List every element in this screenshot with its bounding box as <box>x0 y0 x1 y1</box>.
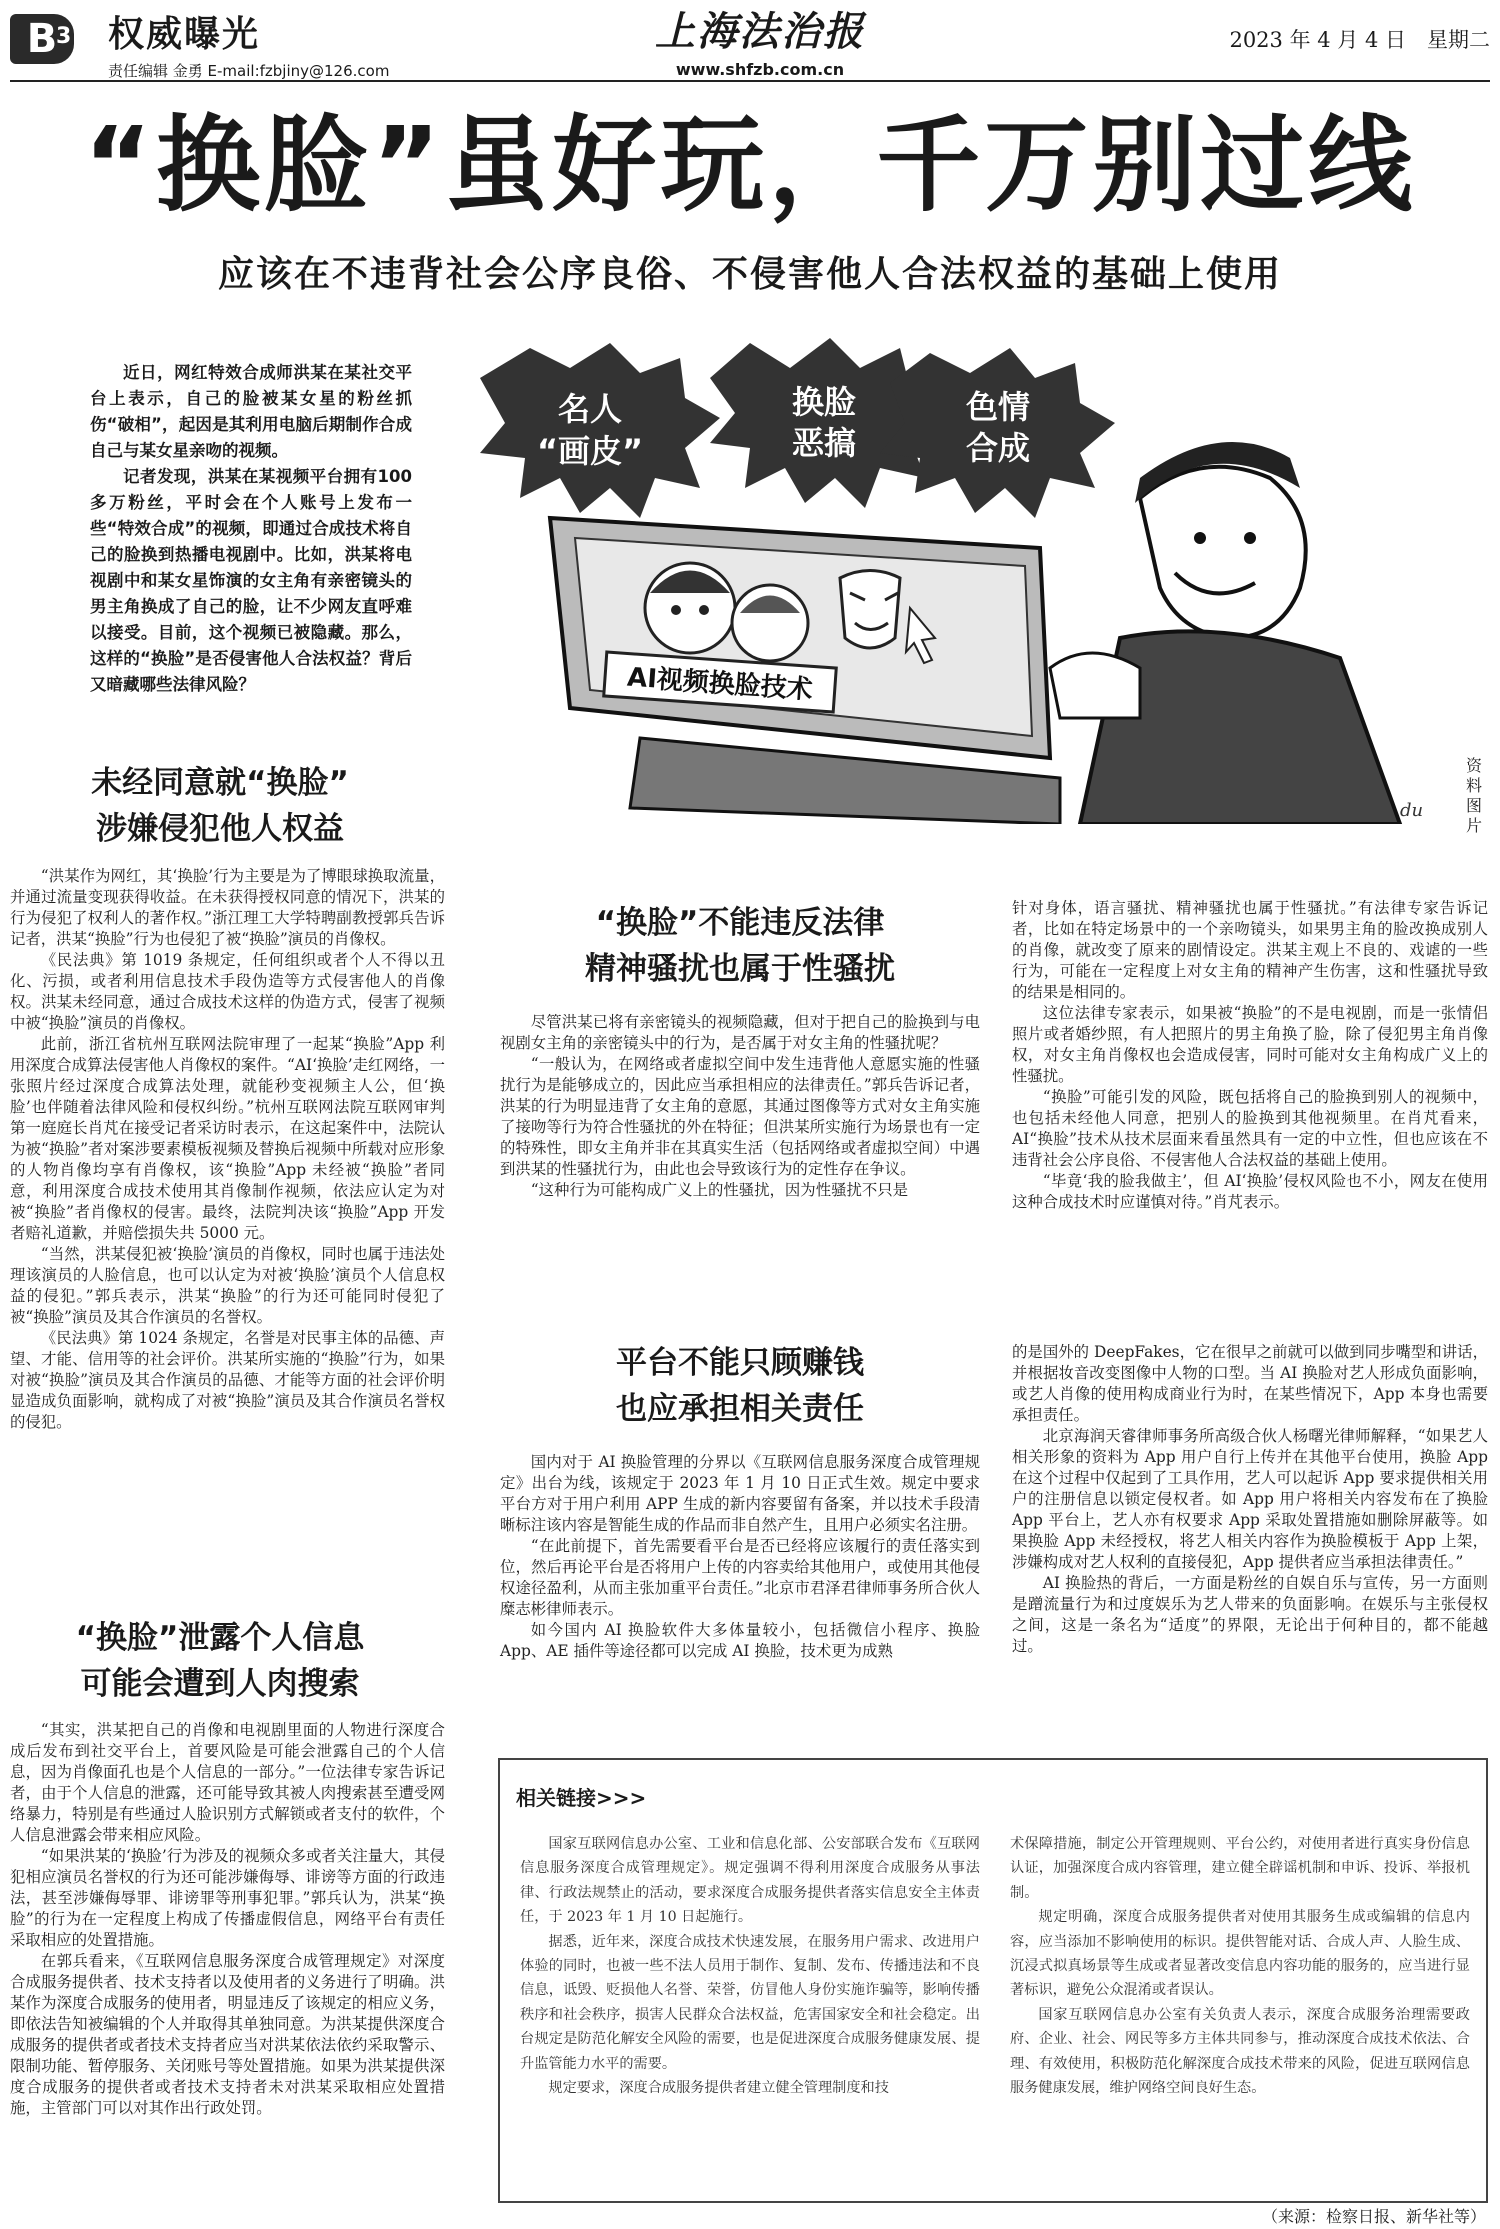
section-1-body <box>10 866 445 1433</box>
paragraph: 据悉，近年来，深度合成技术快速发展，在服务用户需求、改进用户体验的同时，也被一些不法人员用于制作、复制、发布、传播违法和不良信息，诋毁、贬损他人名誉、荣誉，仿冒他人身份实施诈骗等，影响传播秩序和社会秩序，损害人民群众合法权益，危害国家安全和社会稳定。出台规定是防范化解安全风险的需要，也是促进深度合成服务健康发展、提升监管能力水平的需要。 <box>520 1933 980 2072</box>
section-title <box>500 900 980 992</box>
bubble-text: “画皮” <box>536 432 644 470</box>
masthead <box>0 0 1500 80</box>
section-2-body <box>10 1720 445 2119</box>
paragraph: 规定明确，深度合成服务提供者对使用其服务生成或编辑的信息内容，应当添加不影响使用的标识。提供智能对话、合成人声、人脸生成、沉浸式拟真场景等生成或者显著改变信息内容功能的服务的，应当进行显著标识，避免公众混淆或者误认。 <box>1010 1909 1470 1999</box>
paragraph: 规定要求，深度合成服务提供者建立健全管理制度和技 <box>548 2080 889 2097</box>
paragraph: 《民法典》第 1024 条规定，名誉是对民事主体的品德、声望、才能、信用等的社会评价。洪某所实施的“换脸”行为，如果对被“换脸”演员及其合作演员的品德、才能等方面的社会评价明显造成负面影响，就构成了对被“换脸”演员及其合作演员名誉权的侵犯。 <box>10 1329 445 1431</box>
page-badge <box>10 14 96 64</box>
issue-date: 2023 年 4 月 4 日 星期二 <box>1229 28 1490 52</box>
lead-paragraph: 近日，网红特效合成师洪某在某社交平台上表示，自己的脸被某女星的粉丝抓伤“破相”，起因是其利用电脑后期制作合成自己与某女星亲吻的视频。 <box>90 363 412 460</box>
image-caption: 资料图片 <box>1466 756 1483 835</box>
section-title-line: “换脸”不能违反法律 <box>595 905 885 941</box>
paragraph: 术保障措施，制定公开管理规则、平台公约，对使用者进行真实身份信息认证，加强深度合成内容管理，建立健全辟谣机制和申诉、投诉、举报机制。 <box>1010 1836 1470 1901</box>
screen-label: AI视频换脸技术 <box>626 662 814 706</box>
paragraph: “毕竟‘我的脸我做主’，但 AI‘换脸’侵权风险也不小，网友在使用这种合成技术时应谨慎对待。”肖芃表示。 <box>1012 1172 1488 1211</box>
paragraph: 的是国外的 DeepFakes，它在很早之前就可以做到同步嘴型和讲话，并根据妆音改变图像中人物的口型。当 AI 换脸对艺人形成负面影响，或艺人肖像的使用构成商业行为时，在某些情况下，App 本身也需要承担责任。 <box>1012 1343 1488 1424</box>
paragraph: “洪某作为网红，其‘换脸’行为主要是为了博眼球换取流量，并通过流量变现获得收益。在未获得授权同意的情况下，洪某的行为侵犯了权利人的著作权。”浙江理工大学特聘副教授郭兵告诉记者，洪某“换脸”行为也侵犯了被“换脸”演员的肖像权。 <box>10 867 445 948</box>
bubble-text: 色情 <box>965 388 1031 426</box>
paragraph: “换脸”可能引发的风险，既包括将自己的脸换到别人的视频中，也包括未经他人同意，把别人的脸换到其他视频里。在肖芃看来，AI“换脸”技术从技术层面来看虽然具有一定的中立性，但也应该在不违背社会公序良俗、不侵害他人合法权益的基础上使用。 <box>1012 1088 1488 1169</box>
bubble-text: 名人 <box>557 390 623 428</box>
section-title-line: 涉嫌侵犯他人权益 <box>96 811 344 847</box>
paragraph: 尽管洪某已将有亲密镜头的视频隐藏，但对于把自己的脸换到与电视剧女主角的亲密镜头中的行为，是否属于对女主角的性骚扰呢？ <box>500 1013 980 1052</box>
cartoon-illustration <box>440 338 1480 824</box>
paragraph: “如果洪某的‘换脸’行为涉及的视频众多或者关注量大，其侵犯相应演员名誉权的行为还可能涉嫌侮辱、诽谤等方面的行政违法，甚至涉嫌侮辱罪、诽谤罪等刑事犯罪。”郭兵认为，洪某“换脸”的行为在一定程度上构成了传播虚假信息，网络平台有责任采取相应的处置措施。 <box>10 1847 445 1949</box>
paragraph: AI 换脸热的背后，一方面是粉丝的自娱自乐与宣传，另一方面则是蹭流量行为和过度娱乐为艺人带来的负面影响。在娱乐与主张侵权之间，这是一条名为“适度”的界限，无论出于何种目的，都不能越过。 <box>1012 1574 1488 1655</box>
paragraph: “这种行为可能构成广义上的性骚扰，因为性骚扰不只是 <box>530 1181 909 1199</box>
editor-line: 责任编辑 金勇 E-mail:fzbjiny@126.com <box>108 62 390 80</box>
section-name: 权威曝光 <box>108 14 261 55</box>
bubble-text: 换脸 <box>791 383 857 421</box>
bubble-text: 合成 <box>965 429 1031 467</box>
paragraph: 国家互联网信息办公室、工业和信息化部、公安部联合发布《互联网信息服务深度合成管理规定》。规定强调不得利用深度合成服务从事法律、行政法规禁止的活动，要求深度合成服务提供者落实信息安全主体责任，于 2023 年 1 月 10 日起施行。 <box>520 1836 980 1926</box>
page-number: 3 <box>56 24 72 49</box>
page-letter: B <box>10 14 74 64</box>
related-right-column <box>1010 1832 1470 2100</box>
related-links-box <box>498 1758 1488 2203</box>
section-title-line: 平台不能只顾赚钱 <box>616 1345 864 1381</box>
paragraph: 如今国内 AI 换脸软件大多体量较小，包括微信小程序、换脸 App、AE 插件等途径都可以完成 AI 换脸，技术更为成熟 <box>500 1621 980 1660</box>
paragraph: 国家互联网信息办公室有关负责人表示，深度合成服务治理需要政府、企业、社会、网民等多方主体共同参与，推动深度合成技术依法、合理、有效使用，积极防范化解深度合成技术带来的风险，促进互联网信息服务健康发展，维护网络空间良好生态。 <box>1010 2006 1470 2097</box>
section-title-line: 可能会遭到人肉搜索 <box>80 1666 360 1702</box>
paragraph: 针对身体，语言骚扰、精神骚扰也属于性骚扰。”有法律专家告诉记者，比如在特定场景中的一个亲吻镜头，如果男主角的脸改换成别人的肖像，就改变了原来的剧情设定。洪某主观上不良的、戏谑的一些行为，可能在一定程度上对女主角的精神产生伤害，这和性骚扰导致的结果是相同的。 <box>1012 899 1488 1001</box>
related-left-column <box>520 1832 980 2100</box>
related-links-title: 相关链接>>> <box>516 1786 647 1810</box>
signature: du <box>1400 800 1424 821</box>
section-3-body-b <box>1012 898 1488 1213</box>
section-title <box>500 1340 980 1432</box>
paragraph: “一般认为，在网络或者虚拟空间中发生违背他人意愿实施的性骚扰行为是能够成立的，因此应当承担相应的法律责任。”郭兵告诉记者，洪某的行为明显违背了女主角的意愿，其通过图像等方式对女主角实施了接吻等行为符合性骚扰的外在特征；但洪某所实施行为场景也有一定的特殊性，即女主角并非在其真实生活（包括网络或者虚拟空间）中遇到洪某的性骚扰行为，由此也会导致该行为的定性存在争议。 <box>500 1055 980 1178</box>
header-rule <box>10 80 1490 82</box>
bubble-text: 恶搞 <box>791 424 857 462</box>
paper-url: www.shfzb.com.cn <box>675 60 845 79</box>
paragraph: 这位法律专家表示，如果被“换脸”的不是电视剧，而是一张情侣照片或者婚纱照，有人把照片的男主角换了脸，除了侵犯男主角肖像权，对女主角肖像权也会造成侵害，同时可能对女主角构成广义上的性骚扰。 <box>1012 1004 1488 1085</box>
paragraph: 此前，浙江省杭州互联网法院审理了一起某“换脸”App 利用深度合成算法侵害他人肖像权的案件。“AI‘换脸’走红网络，一张照片经过深度合成算法处理，就能秒变视频主人公，但‘换脸’也伴随着法律风险和侵权纠纷。”杭州互联网法院互联网审判第一庭庭长肖芃在接受记者采访时表示，在这起案件中，法院认为被“换脸”者对案涉要素模板视频及替换后视频中所载对应形象的人物肖像均享有肖像权，该“换脸”App 未经被“换脸”者同意，利用深度合成技术使用其肖像制作视频，依法应认定为对被“换脸”者肖像权的侵害。最终，法院判决该“换脸”App 开发者赔礼道歉，并赔偿损失共 5000 元。 <box>10 1035 446 1242</box>
section-title-line: 精神骚扰也属于性骚扰 <box>585 951 895 987</box>
section-title <box>30 760 410 852</box>
section-title-line: 未经同意就“换脸” <box>91 765 349 801</box>
section-title-line: 也应承担相关责任 <box>616 1391 864 1427</box>
paragraph: 国内对于 AI 换脸管理的分界以《互联网信息服务深度合成管理规定》出台为线，该规定于 2023 年 1 月 10 日正式生效。规定中要求平台方对于用户利用 APP 生成的新内容要留有备案，并以技术手段清晰标注该内容是智能生成的作品而非自然产生，且用户必须实名注册。 <box>500 1453 980 1534</box>
paper-name: 上海法治报 <box>655 8 865 55</box>
headline: “换脸”虽好玩，千万别过线 <box>83 104 1417 226</box>
paragraph: 《民法典》第 1019 条规定，任何组织或者个人不得以丑化、污损，或者利用信息技术手段伪造等方式侵害他人的肖像权。洪某未经同意，通过合成技术这样的伪造方式，侵害了视频中被“换脸”演员的肖像权。 <box>10 951 445 1032</box>
section-title-line: “换脸”泄露个人信息 <box>75 1620 365 1656</box>
section-3-body-a <box>500 1012 980 1201</box>
subheadline: 应该在不违背社会公序良俗、不侵害他人合法权益的基础上使用 <box>217 254 1282 295</box>
source-note: （来源：检察日报、新华社等） <box>1261 2207 1486 2226</box>
lead-paragraph: 记者发现，洪某在某视频平台拥有100多万粉丝，平时会在个人账号上发布一些“特效合成”的视频，即通过合成技术将自己的脸换到热播电视剧中。比如，洪某将电视剧中和某女星饰演的女主角有亲密镜头的男主角换成了自己的脸，让不少网友直呼难以接受。目前，这个视频已被隐藏。那么，这样的“换脸”是否侵害他人合法权益？背后又暗藏哪些法律风险？ <box>90 467 412 694</box>
section-4-body-a <box>500 1452 980 1662</box>
paragraph: 在郭兵看来，《互联网信息服务深度合成管理规定》对深度合成服务提供者、技术支持者以及使用者的义务进行了明确。洪某作为深度合成服务的使用者，明显违反了该规定的相应义务，即依法告知被编辑的个人并取得其单独同意。为洪某提供深度合成服务的提供者或者技术支持者应当对洪某依法依约采取警示、限制功能、暂停服务、关闭账号等处置措施。如果为洪某提供深度合成服务的提供者或者技术支持者未对洪某采取相应处置措施，主管部门可以对其作出行政处罚。 <box>10 1952 445 2117</box>
paragraph: 北京海润天睿律师事务所高级合伙人杨曙光律师解释，“如果艺人相关形象的资料为 App 用户自行上传并在其他平台使用，换脸 App 在这个过程中仅起到了工具作用，艺人可以起诉 App 要求提供相关用户的注册信息以锁定侵权者。如 App 用户将相关内容发布在了换脸 App 平台上，艺人亦有权要求 App 采取处置措施如删除屏蔽等。如果换脸 App 未经授权，将艺人相关内容作为换脸模板于 App 上架，涉嫌构成对艺人权利的直接侵犯，App 提供者应当承担法律责任。” <box>1012 1427 1488 1571</box>
section-title <box>30 1615 410 1707</box>
section-4-body-b <box>1012 1342 1488 1657</box>
paragraph: “其实，洪某把自己的肖像和电视剧里面的人物进行深度合成后发布到社交平台上，首要风险是可能会泄露自己的个人信息，因为肖像面孔也是个人信息的一部分。”一位法律专家告诉记者，由于个人信息的泄露，还可能导致其被人肉搜索甚至遭受网络暴力，特别是有些通过人脸识别方式解锁或者支付的软件，个人信息泄露会带来相应风险。 <box>10 1721 445 1844</box>
lead-paragraphs <box>90 360 412 698</box>
paragraph: “当然，洪某侵犯被‘换脸’演员的肖像权，同时也属于违法处理该演员的人脸信息，也可以认定为对被‘换脸’演员个人信息权益的侵犯。”郭兵表示，洪某“换脸”的行为还可能同时侵犯了被“换脸”演员及其合作演员的名誉权。 <box>10 1245 445 1326</box>
paragraph: “在此前提下，首先需要看平台是否已经将应该履行的责任落实到位，然后再论平台是否将用户上传的内容卖给其他用户，或使用其他侵权途径盈利，从而主张加重平台责任。”北京市君泽君律师事务所合伙人糜志彬律师表示。 <box>500 1537 980 1618</box>
